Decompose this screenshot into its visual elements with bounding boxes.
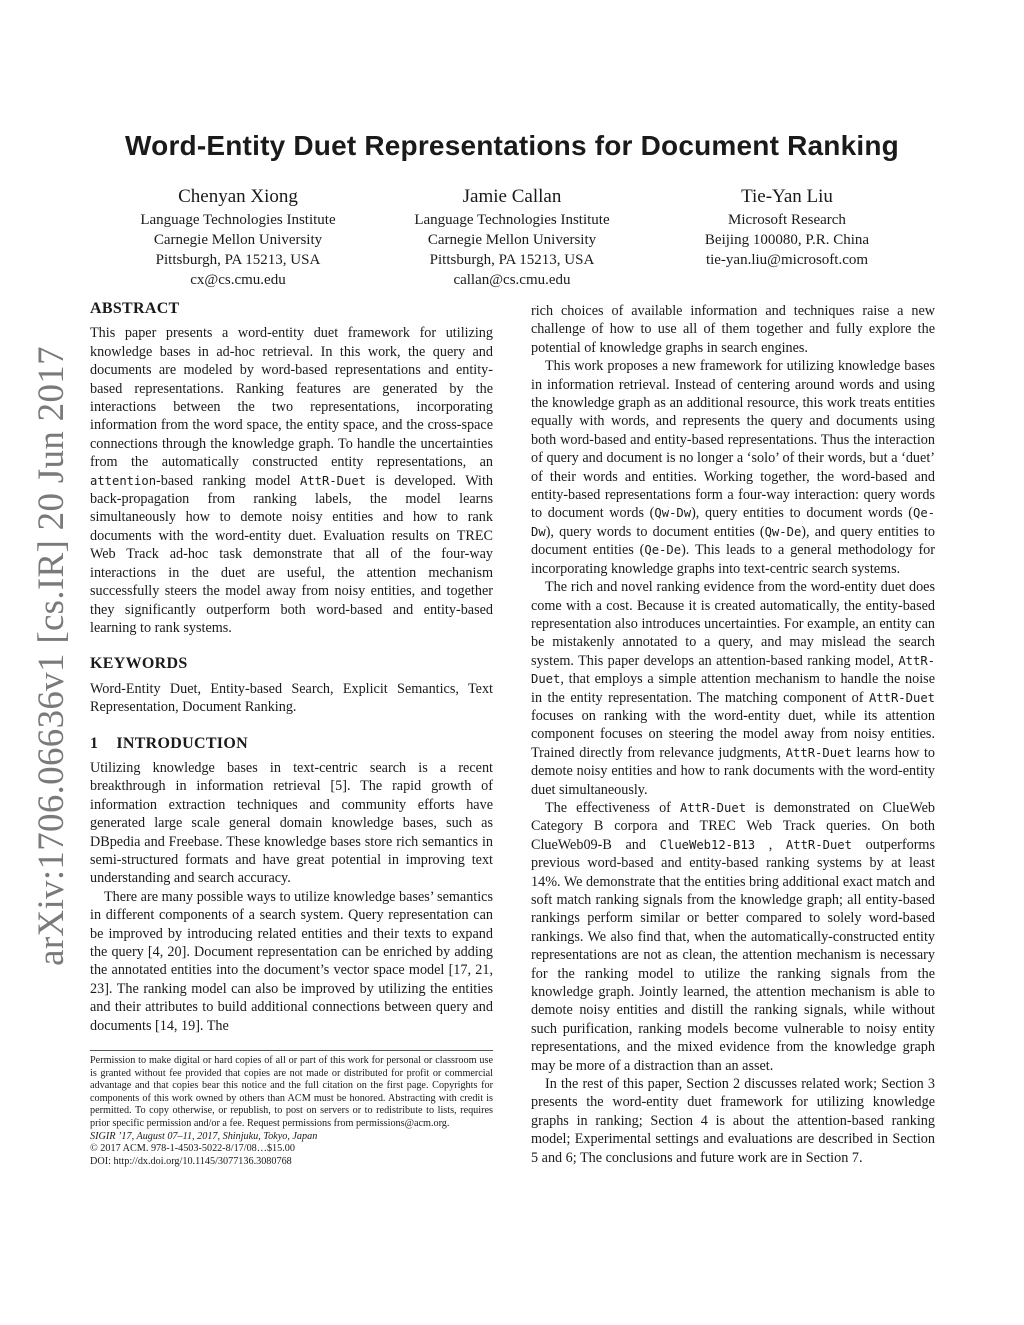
author-affiliation: Carnegie Mellon University <box>153 232 323 248</box>
intro-paragraph: There are many possible ways to utilize knowledge bases’ semantics in different components of a search system. Query representation can be improved by introducing related entities and their texts to expand the query [4, 20]. Document representation can be enriched by adding the annotated entities into the document’s vector space model [17, 21, 23]. The ranking model can also be improved by utilizing the entities and their attributes to build additional connections between query and documents [14, 19]. The <box>90 888 493 1034</box>
abstract-text-part: -based ranking model <box>156 472 300 489</box>
author-name: Jamie Callan <box>462 186 562 207</box>
text-run: The effectiveness of <box>545 799 680 816</box>
right-column <box>531 302 935 1167</box>
author-address: Pittsburgh, PA 15213, USA <box>429 252 595 268</box>
author-affiliation: Language Technologies Institute <box>140 212 336 228</box>
author-block <box>362 185 662 290</box>
text-run: ), query words to document entities ( <box>545 523 765 540</box>
body-paragraph <box>531 357 935 578</box>
code-term: Qe-De <box>644 543 682 558</box>
keywords-text: Word-Entity Duet, Entity-based Search, Explicit Semantics, Text Representation, Document Ranking. <box>90 680 493 716</box>
copyright-info: © 2017 ACM. 978-1-4503-5022-8/17/08…$15.00 <box>90 1143 295 1155</box>
author-block <box>88 185 388 290</box>
code-term: AttR-Duet <box>531 653 935 687</box>
author-email: tie-yan.liu@microsoft.com <box>705 252 869 268</box>
code-term: ClueWeb12-B13 <box>659 837 756 852</box>
abstract-text-part: is developed. With back-propagation from ranking labels, the model learns simultaneously how to demote noisy entities and how to rank documents with the word-entity duet. Evaluation results on TREC Web Track ad-hoc task demonstrate that all of the four-way interactions in the duet are useful, the attention mechanism successfully steers the model away from noisy entities, and together they significantly outperform both word-based and entity-based learning to rank systems. <box>90 472 493 636</box>
author-address: Pittsburgh, PA 15213, USA <box>155 252 321 268</box>
author-name: Chenyan Xiong <box>178 186 298 207</box>
doi-info: DOI: http://dx.doi.org/10.1145/3077136.3080768 <box>90 1155 292 1167</box>
author-name: Tie-Yan Liu <box>741 186 833 207</box>
text-run: This work proposes a new framework for utilizing knowledge bases in information retrieval. Instead of centering around words and using the knowledge graph as an additional resource, this work treats entities equally with words, and represents the query and documents using both word-based and entity-based representations. Thus the interaction of query and document is no longer a ‘solo’ of their words, but a ‘duet’ of their words and entities. Working together, the word-based and entity-based representations form a four-way interaction: query words to document words ( <box>531 358 935 522</box>
author-affiliation: Language Technologies Institute <box>414 212 610 228</box>
permission-footnote <box>90 1050 493 1168</box>
arxiv-identifier: arXiv:1706.06636v1 [cs.IR] 20 Jun 2017 <box>31 346 72 966</box>
author-email: cx@cs.cmu.edu <box>190 272 286 288</box>
author-email: callan@cs.cmu.edu <box>453 272 571 288</box>
body-paragraph <box>531 578 935 799</box>
code-term: AttR-Duet <box>868 690 935 705</box>
text-run: , that employs a simple attention mechanism to handle the noise in the entity representation. The matching component of <box>531 671 935 706</box>
text-run: The rich and novel ranking evidence from the word-entity duet does come with a cost. Because it is created automatically, the entity-based representation also introduces uncertainties. For example, an entity can be mistakenly annotated to a query, and may mislead the search system. This paper develops an attention-based ranking model, <box>531 579 935 669</box>
intro-heading <box>90 735 493 753</box>
body-paragraph: In the rest of this paper, Section 2 discusses related work; Section 3 presents the word-entity duet framework for utilizing knowledge graphs in ranking; Section 4 is about the attention-based ranking model; Experimental settings and evaluations are described in Section 5 and 6; The conclusions and future work are in Section 7. <box>531 1076 935 1166</box>
code-term: AttR-Duet <box>785 745 852 760</box>
body-paragraph: rich choices of available information and techniques raise a new challenge of how to use all of them together and fully explore the potential of knowledge graphs in search engines. <box>531 303 935 356</box>
code-term: Qe-Dw <box>531 506 936 539</box>
permission-text: Permission to make digital or hard copies of all or part of this work for personal or classroom use is granted without fee provided that copies are not made or distributed for profit or commercial advantage and that copies bear this notice and the full citation on the first page. Copyrights for components of this work owned by others than ACM must be honored. Abstracting with credit is permitted. To copy otherwise, or republish, to post on servers or to redistribute to lists, requires prior specific permission and/or a fee. Request permissions from permissions@acm.org. <box>90 1055 493 1129</box>
section-number: 1 <box>90 734 99 752</box>
text-run: ). This leads to a general methodology for incorporating knowledge graphs into text-centric search systems. <box>531 542 935 577</box>
code-term: AttR-Duet <box>680 800 747 815</box>
text-run: ), query entities to document words ( <box>691 505 913 522</box>
code-term: AttR-Duet <box>785 837 852 852</box>
code-term: AttR-Duet <box>299 473 367 488</box>
author-affiliation: Carnegie Mellon University <box>427 232 597 248</box>
author-affiliation: Microsoft Research <box>728 212 846 228</box>
left-column <box>90 300 493 1035</box>
code-term: Qw-De <box>764 524 802 539</box>
text-run: learns how to demote noisy entities and how to rank documents with the word-entity duet simultaneously. <box>531 744 935 798</box>
text-run: outperforms previous word-based and entity-based ranking systems by at least 14%. We demonstrate that the entities bring additional exact match and soft match ranking signals from the knowledge graph; all entity-based rankings perform similar or better compared to solely word-based rankings. We also find that, when the automatically-constructed entity representations are not as clean, the attention mechanism is necessary for the ranking model to utilize the ranking signals from the knowledge graph. Jointly learned, the attention mechanism is able to demote noisy entities and distill the ranking signals, while without such purification, ranking models become vulnerable to noisy entity representations, and the mixed evidence from the knowledge graph may be more of a distraction than an asset. <box>531 836 935 1074</box>
text-run: is demonstrated on ClueWeb Category B corpora and TREC Web Track queries. On both ClueWeb09-B and <box>531 799 935 853</box>
body-paragraph <box>531 799 935 1075</box>
text-run: , <box>755 836 786 853</box>
keywords-heading: KEYWORDS <box>90 655 188 673</box>
text-run: focuses on ranking with the word-entity duet, while its attention component focuses on steering the model away from noisy entities. Trained directly from relevance judgments, <box>531 707 935 761</box>
author-address: Beijing 100080, P.R. China <box>704 232 870 248</box>
code-term: Qw-Dw <box>654 506 692 521</box>
abstract-text <box>90 324 493 637</box>
abstract-text-part: This paper presents a word-entity duet framework for utilizing knowledge bases in ad-hoc retrieval. In this work, the query and documents are modeled by word-based representations and entity-based representations. Ranking features are generated by the interactions between the two representations, incorporating information from the word space, the entity space, and the cross-space connections through the knowledge graph. To handle the uncertainties from the automatically constructed entity representations, an <box>90 325 493 471</box>
abstract-heading: ABSTRACT <box>90 300 180 317</box>
section-title: INTRODUCTION <box>116 734 248 752</box>
code-term: attention <box>90 473 157 488</box>
intro-paragraph: Utilizing knowledge bases in text-centric search is a recent breakthrough in information retrieval [5]. The rapid growth of information extraction techniques and community efforts have generated large scale general domain knowledge bases, such as DBpedia and Freebase. These knowledge bases store rich semantics in semi-structured formats and have great potential in improving text understanding and search accuracy. <box>90 759 493 887</box>
conference-info: SIGIR ’17, August 07–11, 2017, Shinjuku, Tokyo, Japan <box>90 1130 318 1142</box>
paper-title: Word-Entity Duet Representations for Document Ranking <box>125 130 899 161</box>
text-run: ), and query entities to document entities ( <box>531 523 935 559</box>
author-block <box>637 185 937 270</box>
